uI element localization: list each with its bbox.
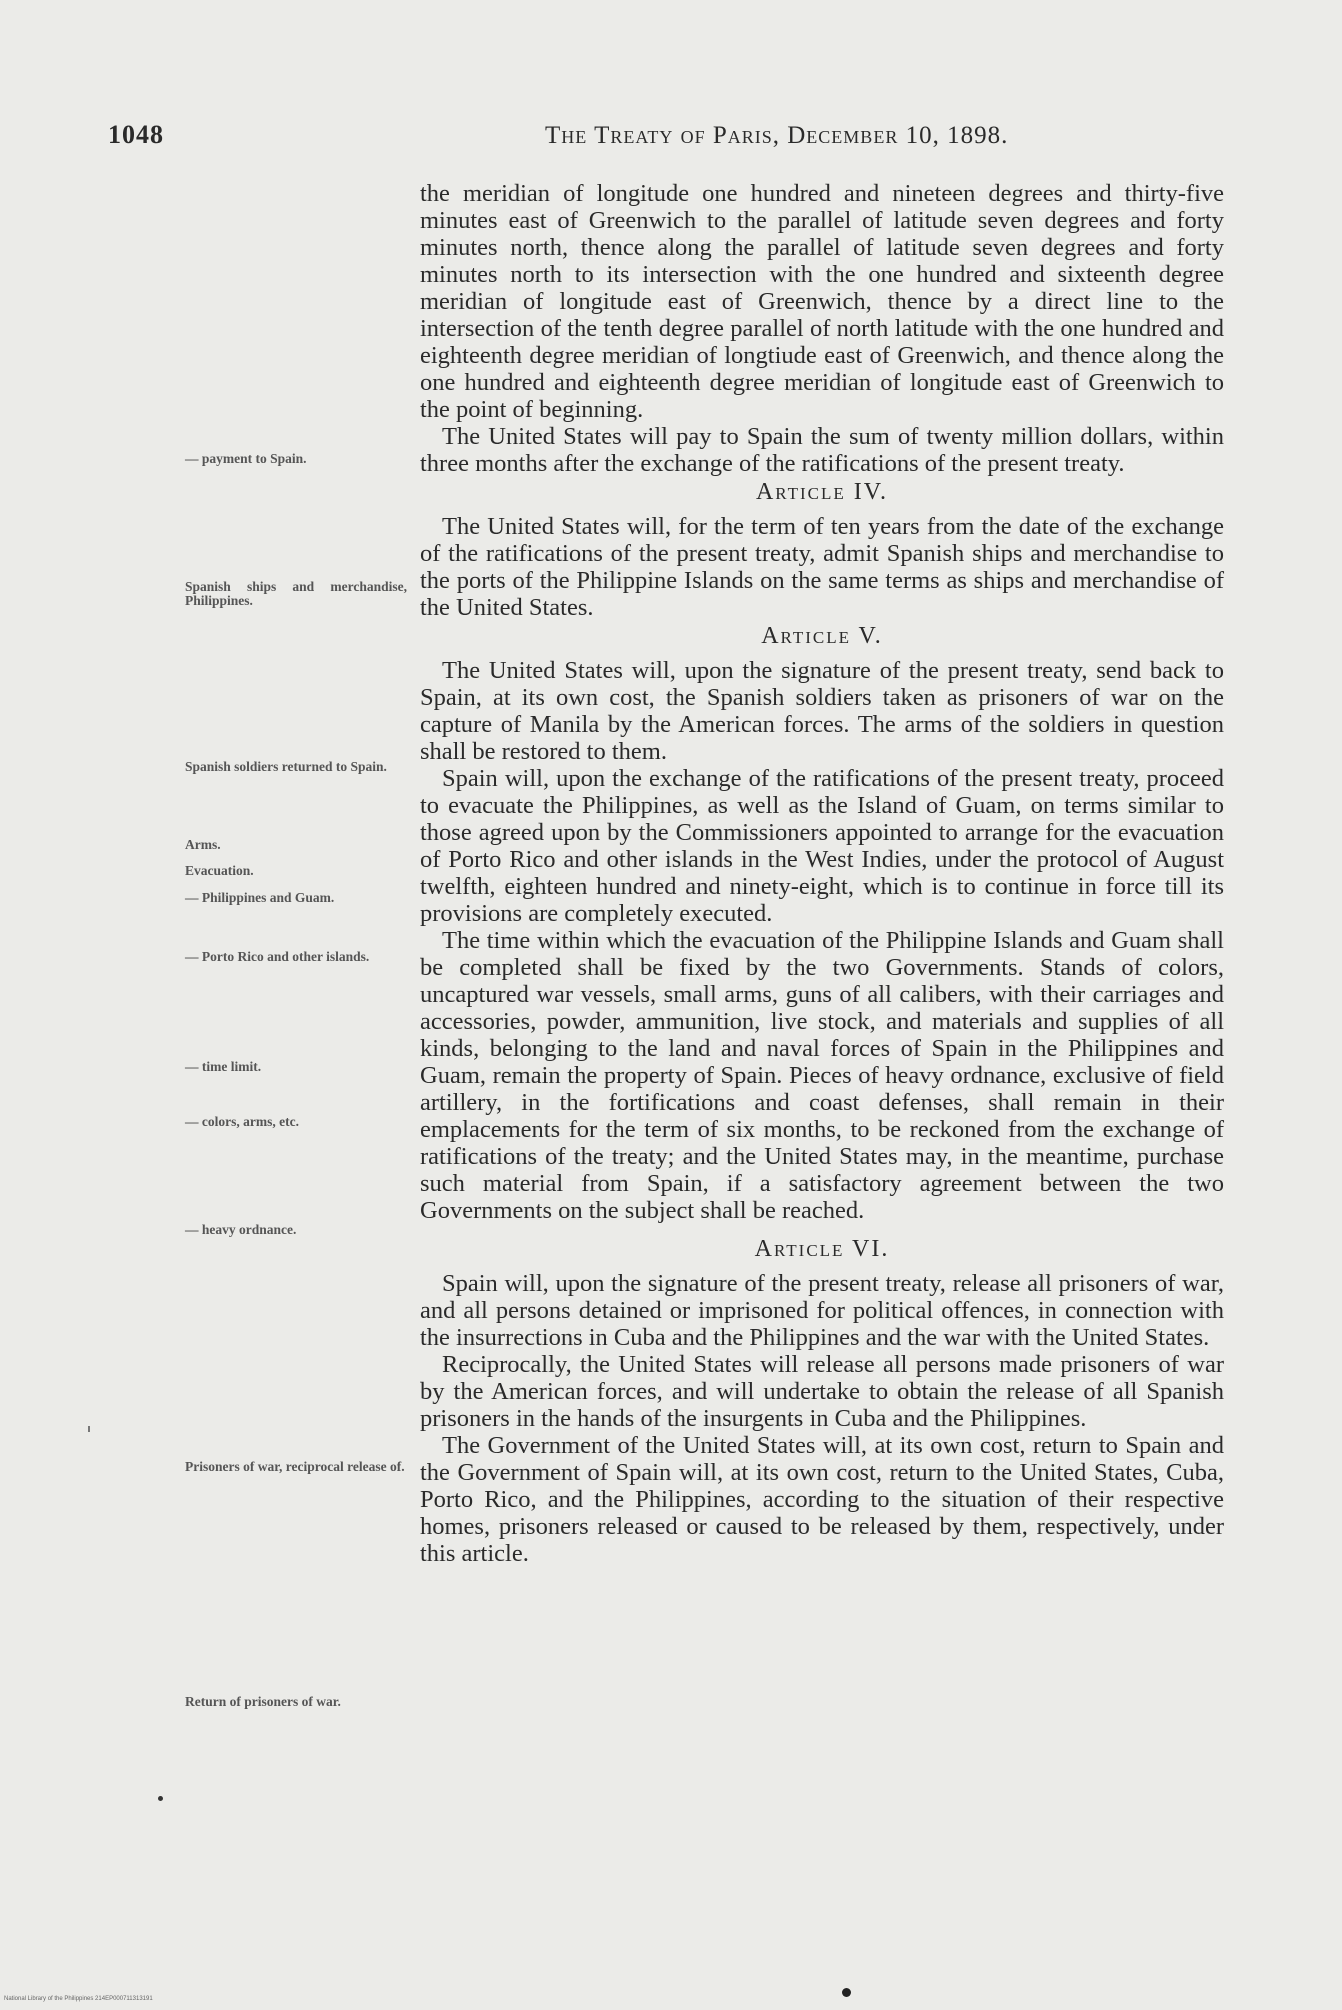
- article-heading: Article V.: [761, 623, 883, 649]
- running-title: The Treaty of Paris, December 10, 1898.: [545, 122, 1009, 149]
- paragraph: The Government of the United States will, at its own cost, return to Spain and the Government of Spain will, at its own cost, return to the United States, Cuba, Porto Rico, and the Philippines, according to the situation of their respective homes, prisoners released or caused to be released by them, respectively, under this article.: [420, 1432, 1224, 1567]
- margin-note-porto-rico: — Porto Rico and other islands.: [185, 949, 370, 964]
- paragraph: Spain will, upon the signature of the present treaty, release all prisoners of war, and all persons detained or imprisoned for political offences, in connection with the insurrections in Cuba and the Philippines and the war with the United States.: [420, 1270, 1224, 1351]
- article-heading: Article VI.: [754, 1236, 890, 1262]
- margin-note-soldiers: Spanish soldiers returned to Spain.: [185, 759, 387, 774]
- margin-note-time-limit: — time limit.: [185, 1059, 262, 1074]
- body-text: [420, 180, 1224, 1567]
- paragraph: Spain will, upon the exchange of the ratifications of the present treaty, proceed to evacuate the Philippines, as well as the Island of Guam, on terms similar to those agreed upon by the Commissioners appointed to arrange for the evacuation of Porto Rico and other islands in the West Indies, under the protocol of August twelfth, eighteen hundred and ninety-eight, which is to continue in force till its provisions are completely executed.: [420, 765, 1224, 927]
- margin-note-heavy-ordnance: — heavy ordnance.: [185, 1222, 297, 1237]
- article-heading: Article IV.: [755, 479, 889, 505]
- paragraph: The time within which the evacuation of the Philippine Islands and Guam shall be completed shall be fixed by the two Governments. Stands of colors, uncaptured war vessels, small arms, guns of all calibers, with their carriages and accessories, powder, ammunition, live stock, and materials and supplies of all kinds, belonging to the land and naval forces of Spain in the Philippines and Guam, remain the property of Spain. Pieces of heavy ordnance, exclusive of field artillery, in the fortifications and coast defenses, shall remain in their emplacements for the term of six months, to be reckoned from the exchange of ratifications of the treaty; and the United States may, in the meantime, purchase such material from Spain, if a satisfactory agreement between the two Governments on the subject shall be reached.: [420, 927, 1224, 1224]
- margin-note-arms: Arms.: [185, 837, 221, 852]
- margin-note-evacuation: Evacuation.: [185, 863, 254, 878]
- margin-note-return-prisoners: Return of prisoners of war.: [185, 1694, 341, 1709]
- margin-note-prisoners-release: Prisoners of war, reciprocal release of.: [185, 1459, 405, 1474]
- paragraph: The United States will, upon the signature of the present treaty, send back to Spain, at its own cost, the Spanish soldiers taken as prisoners of war on the capture of Manila by the American forces. The arms of the soldiers in question shall be restored to them.: [420, 657, 1224, 765]
- footer-library-note: National Library of the Philippines 214EP000711313191: [4, 1996, 153, 2002]
- paragraph: the meridian of longitude one hundred and nineteen degrees and thirty-five minutes east of Greenwich to the parallel of latitude seven degrees and forty minutes north, thence along the parallel of latitude seven degrees and forty minutes north to its intersection with the one hundred and sixteenth degree meridian of longitude east of Greenwich, thence by a direct line to the intersection of the tenth degree parallel of north latitude with the one hundred and eighteenth degree meridian of longtiude east of Greenwich, and thence along the one hundred and eighteenth degree meridian of longitude east of Greenwich to the point of beginning.: [420, 180, 1224, 423]
- page-number: 1048: [108, 120, 164, 149]
- ink-speck: [158, 1796, 163, 1801]
- paragraph: The United States will, for the term of ten years from the date of the exchange of the ratifications of the present treaty, admit Spanish ships and merchandise to the ports of the Philippine Islands on the same terms as ships and merchandise of the United States.: [420, 513, 1224, 621]
- margin-note-spanish-ships: Spanish ships and merchandise, Philippines.: [185, 579, 407, 608]
- ink-speck: [88, 1426, 90, 1432]
- paragraph: The United States will pay to Spain the sum of twenty million dollars, within three months after the exchange of the ratifications of the present treaty.: [420, 423, 1224, 477]
- margin-note-philippines-guam: — Philippines and Guam.: [185, 890, 335, 905]
- margin-note-payment: — payment to Spain.: [185, 451, 307, 466]
- margin-note-colors: — colors, arms, etc.: [185, 1114, 299, 1129]
- page-dot: [842, 1988, 851, 1997]
- paragraph: Reciprocally, the United States will release all persons made prisoners of war by the American forces, and will undertake to obtain the release of all Spanish prisoners in the hands of the insurgents in Cuba and the Philippines.: [420, 1351, 1224, 1432]
